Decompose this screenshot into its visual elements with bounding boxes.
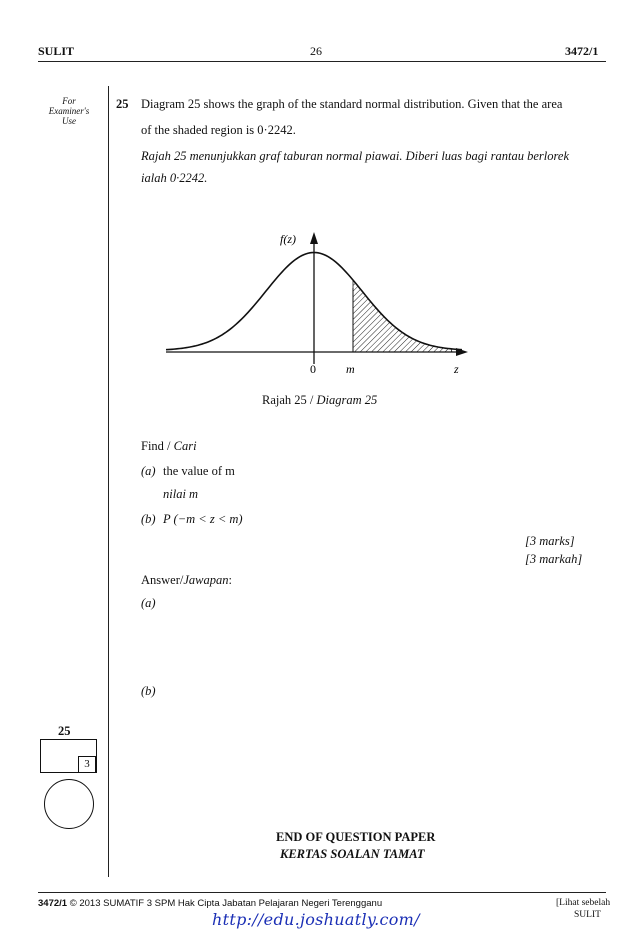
- score-question-number: 25: [58, 724, 71, 738]
- header-code: 3472/1: [565, 44, 599, 58]
- part-b-text: P (−m < z < m): [163, 512, 243, 526]
- end-ms: KERTAS SOALAN TAMAT: [280, 847, 425, 861]
- find-label: Find / Cari: [141, 439, 197, 453]
- end-en: END OF QUESTION PAPER: [276, 830, 436, 844]
- footer-sulit: SULIT: [574, 910, 601, 920]
- y-axis-label: f(z): [280, 232, 296, 246]
- score-circle: [44, 779, 94, 829]
- question-stem-ms-2: ialah 0·2242.: [141, 171, 208, 185]
- marks-en: [3 marks]: [525, 534, 575, 548]
- question-number: 25: [116, 97, 129, 111]
- answer-a-label: (a): [141, 596, 156, 610]
- question-stem-en-2: of the shaded region is 0·2242.: [141, 123, 296, 137]
- origin-label: 0: [310, 362, 316, 376]
- normal-distribution-diagram: [150, 228, 480, 388]
- footer-copyright: 3472/1 © 2013 SUMATIF 3 SPM Hak Cipta Jabatan Pelajaran Negeri Terengganu: [38, 898, 383, 909]
- answer-label: Answer/Jawapan:: [141, 573, 232, 587]
- diagram-caption: Rajah 25 / Diagram 25: [262, 393, 378, 407]
- page-number: 26: [310, 44, 322, 58]
- question-stem-en-1: Diagram 25 shows the graph of the standard normal distribution. Given that the area: [141, 97, 563, 111]
- answer-b-label: (b): [141, 684, 156, 698]
- x-axis-label: z: [454, 362, 459, 376]
- y-axis-arrow: [310, 232, 318, 244]
- part-b-label: (b): [141, 512, 156, 526]
- part-a-text-ms: nilai m: [163, 487, 199, 501]
- m-label: m: [346, 362, 355, 376]
- footer-url[interactable]: http://edu.joshuatly.com/: [212, 910, 420, 929]
- part-a-label: (a): [141, 464, 156, 478]
- footer-lihat: [Lihat sebelah: [556, 898, 611, 908]
- footer-rule: [38, 892, 606, 893]
- part-a-text: the value of m: [163, 464, 235, 478]
- margin-rule: [108, 86, 109, 877]
- examiner-use-label: For Examiner's Use: [48, 96, 90, 126]
- header-rule: [38, 61, 606, 62]
- header-sulit: SULIT: [38, 44, 75, 58]
- max-marks-box: 3: [78, 756, 96, 773]
- marks-ms: [3 markah]: [525, 552, 583, 566]
- shaded-region: [353, 280, 452, 352]
- question-stem-ms-1: Rajah 25 menunjukkan graf taburan normal piawai. Diberi luas bagi rantau berlorek: [141, 149, 569, 163]
